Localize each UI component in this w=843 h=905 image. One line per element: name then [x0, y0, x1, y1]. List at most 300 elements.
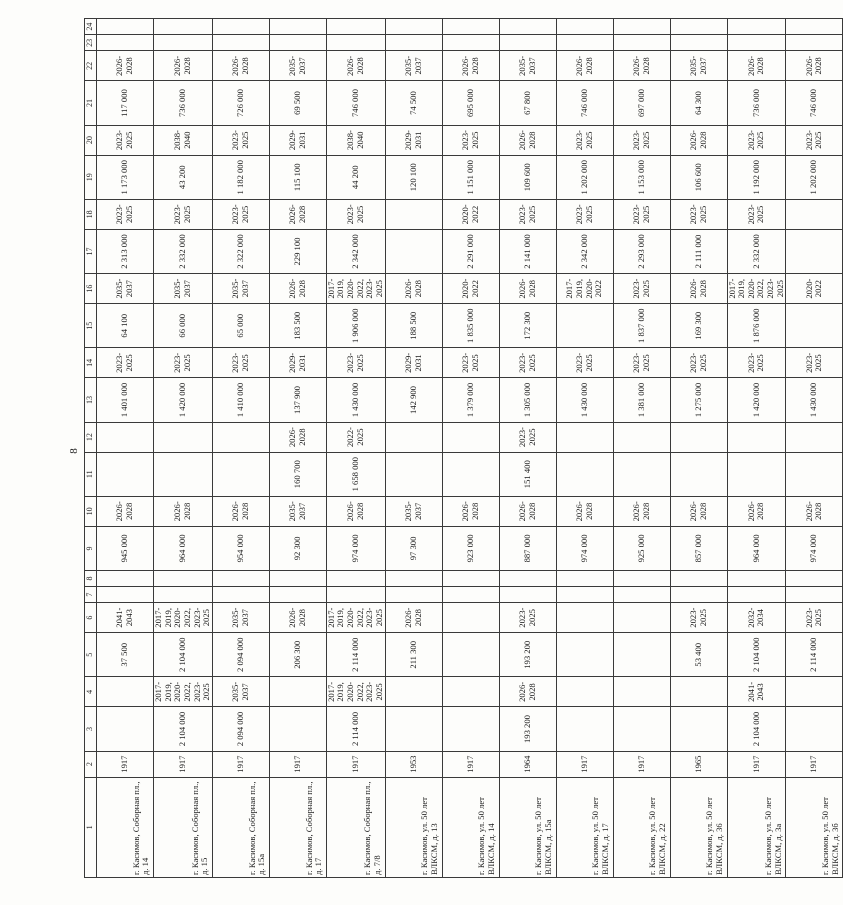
table-cell: 2 313 000 — [97, 229, 154, 273]
table-cell — [442, 677, 499, 707]
table-cell: 2026-2028 — [786, 496, 843, 526]
table-cell — [613, 603, 670, 633]
table-cell — [154, 19, 213, 35]
table-cell: 2026-2028 — [727, 51, 786, 81]
column-number: 5 — [85, 633, 97, 677]
table-cell: 2026-2028 — [670, 274, 727, 304]
table-cell: 2 291 000 — [442, 229, 499, 273]
table-cell — [786, 304, 843, 348]
table-cell: 2 114 000 — [326, 707, 385, 751]
address-cell: г. Касимов, Соборная пл., д. 15а — [212, 777, 269, 877]
column-number-row — [85, 19, 97, 878]
table-cell: 1953 — [385, 751, 442, 777]
table-cell — [556, 422, 613, 452]
table-cell — [786, 677, 843, 707]
table-cell: 2029-2031 — [269, 125, 326, 155]
table-cell: 2 104 000 — [154, 707, 213, 751]
table-cell: 2023-2025 — [97, 348, 154, 378]
table-cell: 2023-2025 — [442, 125, 499, 155]
table-cell — [326, 587, 385, 603]
table-cell — [727, 19, 786, 35]
column-number: 18 — [85, 199, 97, 229]
table-cell: 1 153 000 — [613, 155, 670, 199]
table-cell: 67 800 — [499, 81, 556, 125]
table-cell: 37 500 — [97, 633, 154, 677]
table-cell — [97, 19, 154, 35]
table-cell: 2023-2025 — [613, 199, 670, 229]
table-cell — [442, 571, 499, 587]
table-cell — [326, 19, 385, 35]
table-cell — [670, 35, 727, 51]
table-cell: 2023-2025 — [442, 348, 499, 378]
table-cell: 2023-2025 — [154, 348, 213, 378]
table-cell: 193 200 — [499, 707, 556, 751]
table-cell — [613, 571, 670, 587]
table-row — [385, 19, 442, 878]
table-cell: 2029-2031 — [385, 348, 442, 378]
column-number: 14 — [85, 348, 97, 378]
table-cell: 2020-2022 — [442, 274, 499, 304]
table-cell: 695 000 — [442, 81, 499, 125]
table-cell — [442, 633, 499, 677]
column-number: 1 — [85, 777, 97, 877]
table-row — [269, 19, 326, 878]
table-cell — [97, 677, 154, 707]
table-viewport — [84, 18, 840, 878]
table-cell: 2 322 000 — [212, 229, 269, 273]
table-cell — [613, 587, 670, 603]
table-cell: 1917 — [269, 751, 326, 777]
table-cell: 2023-2025 — [499, 422, 556, 452]
table-cell: 2023-2025 — [499, 199, 556, 229]
table-cell — [786, 422, 843, 452]
table-cell: 1917 — [212, 751, 269, 777]
table-cell — [613, 19, 670, 35]
table-cell: 2026-2028 — [556, 496, 613, 526]
column-number: 24 — [85, 19, 97, 35]
table-cell: 183 500 — [269, 304, 326, 348]
table-cell: 142 900 — [385, 378, 442, 422]
table-cell: 2026-2028 — [269, 603, 326, 633]
table-cell: 746 000 — [326, 81, 385, 125]
table-cell — [385, 422, 442, 452]
table-cell: 65 000 — [212, 304, 269, 348]
table-cell: 169 300 — [670, 304, 727, 348]
table-cell: 211 300 — [385, 633, 442, 677]
table-cell: 1 151 000 — [442, 155, 499, 199]
table-cell — [786, 452, 843, 496]
table-cell: 2017-2019, 2020-2022, 2023-2025 — [154, 677, 213, 707]
table-cell: 2023-2025 — [97, 125, 154, 155]
table-cell: 2023-2025 — [326, 199, 385, 229]
table-cell: 69 500 — [269, 81, 326, 125]
table-cell: 2026-2028 — [613, 51, 670, 81]
table-cell: 66 000 — [154, 304, 213, 348]
table-cell — [154, 35, 213, 51]
table-cell: 1965 — [670, 751, 727, 777]
table-cell: 2 114 000 — [326, 633, 385, 677]
table-cell: 188 500 — [385, 304, 442, 348]
address-cell: г. Касимов, ул. 50 лет ВЛКСМ, д. 17 — [556, 777, 613, 877]
table-cell: 137 900 — [269, 378, 326, 422]
address-cell: г. Касимов, ул. 50 лет ВЛКСМ, д. 13 — [385, 777, 442, 877]
table-cell: 2023-2025 — [727, 125, 786, 155]
table-cell: 2020-2022 — [786, 274, 843, 304]
table-cell: 74 500 — [385, 81, 442, 125]
table-cell: 2023-2025 — [97, 199, 154, 229]
table-cell: 2032-2034 — [727, 603, 786, 633]
table-cell: 2023-2025 — [727, 348, 786, 378]
table-cell: 746 000 — [786, 81, 843, 125]
table-cell: 2022-2025 — [326, 422, 385, 452]
table-cell: 64 100 — [97, 304, 154, 348]
column-number: 10 — [85, 496, 97, 526]
column-number: 8 — [85, 571, 97, 587]
table-cell: 1 420 000 — [154, 378, 213, 422]
table-cell: 2026-2028 — [727, 496, 786, 526]
address-cell: г. Касимов, Соборная пл., д. 17 — [269, 777, 326, 877]
table-cell: 97 300 — [385, 526, 442, 570]
table-cell — [212, 422, 269, 452]
table-cell — [670, 707, 727, 751]
table-cell — [442, 19, 499, 35]
table-cell: 109 600 — [499, 155, 556, 199]
table-cell — [97, 452, 154, 496]
table-cell — [670, 19, 727, 35]
table-cell — [212, 35, 269, 51]
table-cell: 1 430 000 — [786, 378, 843, 422]
table-cell: 1917 — [727, 751, 786, 777]
address-cell: г. Касимов, Соборная пл., д. 14 — [97, 777, 154, 877]
table-cell: 964 000 — [154, 526, 213, 570]
table-cell: 2026-2028 — [499, 274, 556, 304]
table-cell: 172 300 — [499, 304, 556, 348]
column-number: 17 — [85, 229, 97, 273]
address-cell: г. Касимов, Соборная пл., д. 15 — [154, 777, 213, 877]
table-cell: 2017-2019, 2020-2022, 2023-2025 — [154, 603, 213, 633]
table-cell: 1 275 000 — [670, 378, 727, 422]
table-cell: 2 342 000 — [326, 229, 385, 273]
table-cell — [670, 587, 727, 603]
table-row — [212, 19, 269, 878]
table-cell: 1 192 000 — [727, 155, 786, 199]
table-cell: 2035-2037 — [212, 274, 269, 304]
table-cell: 2026-2028 — [154, 496, 213, 526]
table-cell: 2 104 000 — [727, 707, 786, 751]
table-cell: 2023-2025 — [786, 603, 843, 633]
table-cell — [385, 452, 442, 496]
table-cell: 2026-2028 — [499, 496, 556, 526]
table-cell — [154, 587, 213, 603]
table-cell: 2026-2028 — [613, 496, 670, 526]
table-cell: 1 420 000 — [727, 378, 786, 422]
table-cell — [670, 571, 727, 587]
table-cell: 974 000 — [786, 526, 843, 570]
table-cell: 2026-2028 — [326, 51, 385, 81]
table-cell: 2026-2028 — [556, 51, 613, 81]
table-cell — [556, 633, 613, 677]
table-cell — [556, 677, 613, 707]
column-number: 23 — [85, 35, 97, 51]
table-cell — [212, 19, 269, 35]
table-cell: 64 300 — [670, 81, 727, 125]
table-cell: 2023-2025 — [727, 199, 786, 229]
table-cell: 2038-2040 — [326, 125, 385, 155]
table-cell: 2 104 000 — [727, 633, 786, 677]
table-cell: 2026-2028 — [326, 496, 385, 526]
table-cell: 1917 — [556, 751, 613, 777]
table-cell: 2 293 000 — [613, 229, 670, 273]
table-cell: 2023-2025 — [212, 199, 269, 229]
table-cell: 1 401 000 — [97, 378, 154, 422]
table-cell — [442, 422, 499, 452]
table-cell: 2017-2019, 2020-2022, 2023-2025 — [727, 274, 786, 304]
table-cell: 2026-2028 — [97, 496, 154, 526]
table-cell — [786, 199, 843, 229]
table-cell: 1 202 000 — [556, 155, 613, 199]
table-cell — [727, 35, 786, 51]
table-cell — [499, 19, 556, 35]
table-cell: 974 000 — [326, 526, 385, 570]
column-number: 15 — [85, 304, 97, 348]
table-cell — [385, 571, 442, 587]
table-cell: 2023-2025 — [670, 199, 727, 229]
table-cell: 2029-2031 — [269, 348, 326, 378]
table-cell — [385, 229, 442, 273]
table-cell: 2026-2028 — [499, 125, 556, 155]
table-cell — [556, 707, 613, 751]
table-cell: 2 094 000 — [212, 633, 269, 677]
table-cell — [97, 422, 154, 452]
table-cell — [727, 452, 786, 496]
table-cell: 229 100 — [269, 229, 326, 273]
table-cell — [499, 35, 556, 51]
table-cell: 2041-2043 — [727, 677, 786, 707]
table-cell: 1 430 000 — [556, 378, 613, 422]
column-number: 7 — [85, 587, 97, 603]
table-cell: 2023-2025 — [786, 125, 843, 155]
table-cell — [499, 587, 556, 603]
table-cell: 974 000 — [556, 526, 613, 570]
table-cell — [499, 571, 556, 587]
column-number: 11 — [85, 452, 97, 496]
table-cell: 1 658 000 — [326, 452, 385, 496]
table-cell: 2 332 000 — [154, 229, 213, 273]
table-cell: 2023-2025 — [786, 348, 843, 378]
table-cell: 2035-2037 — [212, 677, 269, 707]
table-row — [154, 19, 213, 878]
address-cell: г. Касимов, Соборная пл., д. 7/8 — [326, 777, 385, 877]
table-cell — [786, 571, 843, 587]
table-cell — [269, 707, 326, 751]
table-cell: 2 111 000 — [670, 229, 727, 273]
column-number: 9 — [85, 526, 97, 570]
table-cell: 726 000 — [212, 81, 269, 125]
table-cell: 1917 — [442, 751, 499, 777]
address-cell: г. Касимов, ул. 50 лет ВЛКСМ, д. 36 — [670, 777, 727, 877]
table-cell: 1917 — [326, 751, 385, 777]
table-cell — [556, 571, 613, 587]
table-cell: 2029-2031 — [385, 125, 442, 155]
table-cell: 117 000 — [97, 81, 154, 125]
table-cell — [613, 452, 670, 496]
table-cell — [556, 35, 613, 51]
table-cell: 1917 — [154, 751, 213, 777]
table-cell: 2020-2022 — [442, 199, 499, 229]
table-cell — [442, 35, 499, 51]
table-cell: 2023-2025 — [212, 348, 269, 378]
table-cell: 2023-2025 — [670, 348, 727, 378]
table-cell — [154, 452, 213, 496]
table-cell: 1 837 000 — [613, 304, 670, 348]
table-cell: 2023-2025 — [670, 603, 727, 633]
table-cell: 1 876 000 — [727, 304, 786, 348]
table-cell — [269, 571, 326, 587]
page-number: 8 — [67, 448, 80, 454]
column-number: 12 — [85, 422, 97, 452]
table-cell — [212, 452, 269, 496]
table-cell: 857 000 — [670, 526, 727, 570]
table-cell — [786, 35, 843, 51]
table-cell: 2017-2019, 2020-2022, 2023-2025 — [326, 677, 385, 707]
table-cell: 2026-2028 — [442, 496, 499, 526]
address-cell: г. Касимов, ул. 50 лет ВЛКСМ, д. 3б — [786, 777, 843, 877]
table-cell — [727, 587, 786, 603]
table-cell: 2026-2028 — [97, 51, 154, 81]
table-cell: 2026-2028 — [154, 51, 213, 81]
table-cell: 2 114 000 — [786, 633, 843, 677]
table-cell — [269, 587, 326, 603]
table-cell — [442, 587, 499, 603]
table-cell — [670, 677, 727, 707]
table-cell: 2035-2037 — [385, 51, 442, 81]
table-cell — [385, 19, 442, 35]
table-cell: 2023-2025 — [556, 348, 613, 378]
table-cell: 2 104 000 — [154, 633, 213, 677]
table-cell — [154, 571, 213, 587]
table-cell — [613, 707, 670, 751]
table-row — [556, 19, 613, 878]
table-cell: 736 000 — [154, 81, 213, 125]
table-cell: 1 305 000 — [499, 378, 556, 422]
address-cell: г. Касимов, ул. 50 лет ВЛКСМ, д. 14 — [442, 777, 499, 877]
table-cell — [786, 587, 843, 603]
table-cell: 2026-2028 — [212, 51, 269, 81]
table-cell: 746 000 — [556, 81, 613, 125]
table-cell — [727, 571, 786, 587]
table-cell: 2023-2025 — [212, 125, 269, 155]
table-cell: 2023-2025 — [613, 274, 670, 304]
table-cell — [326, 571, 385, 587]
table-cell: 945 000 — [97, 526, 154, 570]
table-cell: 2035-2037 — [269, 51, 326, 81]
table-cell: 2035-2037 — [499, 51, 556, 81]
table-cell: 193 200 — [499, 633, 556, 677]
table-cell — [670, 422, 727, 452]
table-cell — [97, 35, 154, 51]
table-cell: 1 379 000 — [442, 378, 499, 422]
table-cell — [385, 707, 442, 751]
table-row — [670, 19, 727, 878]
table-cell — [385, 199, 442, 229]
table-cell: 2023-2025 — [556, 125, 613, 155]
table-cell — [556, 603, 613, 633]
table-cell: 887 000 — [499, 526, 556, 570]
table-cell — [385, 587, 442, 603]
table-cell: 2023-2025 — [154, 199, 213, 229]
table-cell: 2026-2028 — [670, 496, 727, 526]
table-cell: 1 835 000 — [442, 304, 499, 348]
table-cell: 2026-2028 — [269, 422, 326, 452]
table-cell — [613, 35, 670, 51]
column-number: 16 — [85, 274, 97, 304]
address-cell: г. Касимов, ул. 50 лет ВЛКСМ, д. 15а — [499, 777, 556, 877]
column-number: 4 — [85, 677, 97, 707]
table-cell — [212, 571, 269, 587]
table-cell — [613, 633, 670, 677]
column-number: 22 — [85, 51, 97, 81]
table-cell: 206 300 — [269, 633, 326, 677]
table-cell — [97, 707, 154, 751]
table-cell: 1 173 000 — [97, 155, 154, 199]
table-cell: 2026-2028 — [269, 199, 326, 229]
table-cell — [385, 677, 442, 707]
table-cell — [442, 603, 499, 633]
table-cell: 2035-2037 — [385, 496, 442, 526]
table-cell — [556, 19, 613, 35]
table-cell: 2017-2019, 2020-2022 — [556, 274, 613, 304]
table-cell: 2026-2028 — [385, 603, 442, 633]
table-cell — [727, 422, 786, 452]
table-cell: 151 400 — [499, 452, 556, 496]
column-number: 6 — [85, 603, 97, 633]
table-cell: 92 300 — [269, 526, 326, 570]
table-cell: 2035-2037 — [154, 274, 213, 304]
table-cell: 160 700 — [269, 452, 326, 496]
column-number: 3 — [85, 707, 97, 751]
column-number: 20 — [85, 125, 97, 155]
table-cell: 2023-2025 — [499, 348, 556, 378]
table-cell: 2035-2037 — [212, 603, 269, 633]
table-cell: 1917 — [613, 751, 670, 777]
table-cell — [97, 587, 154, 603]
table-cell: 1 906 000 — [326, 304, 385, 348]
table-cell: 697 000 — [613, 81, 670, 125]
table-cell: 2017-2019, 2020-2022, 2023-2025 — [326, 603, 385, 633]
table-cell — [556, 587, 613, 603]
table-cell — [786, 229, 843, 273]
table-cell: 2 342 000 — [556, 229, 613, 273]
table-cell: 2023-2025 — [499, 603, 556, 633]
rotated-table — [84, 18, 840, 878]
table-cell: 1 381 000 — [613, 378, 670, 422]
table-cell: 736 000 — [727, 81, 786, 125]
table-cell: 2035-2037 — [670, 51, 727, 81]
table-cell — [442, 452, 499, 496]
address-cell: г. Касимов, ул. 50 лет ВЛКСМ, д. 3а — [727, 777, 786, 877]
table-cell: 954 000 — [212, 526, 269, 570]
table-cell: 1 410 000 — [212, 378, 269, 422]
table-cell: 1964 — [499, 751, 556, 777]
table-cell — [154, 422, 213, 452]
table-row — [613, 19, 670, 878]
table-cell: 2023-2025 — [556, 199, 613, 229]
table-cell: 2 141 000 — [499, 229, 556, 273]
table-cell: 2 332 000 — [727, 229, 786, 273]
table-cell: 1 202 000 — [786, 155, 843, 199]
table-row — [442, 19, 499, 878]
table-cell — [670, 452, 727, 496]
